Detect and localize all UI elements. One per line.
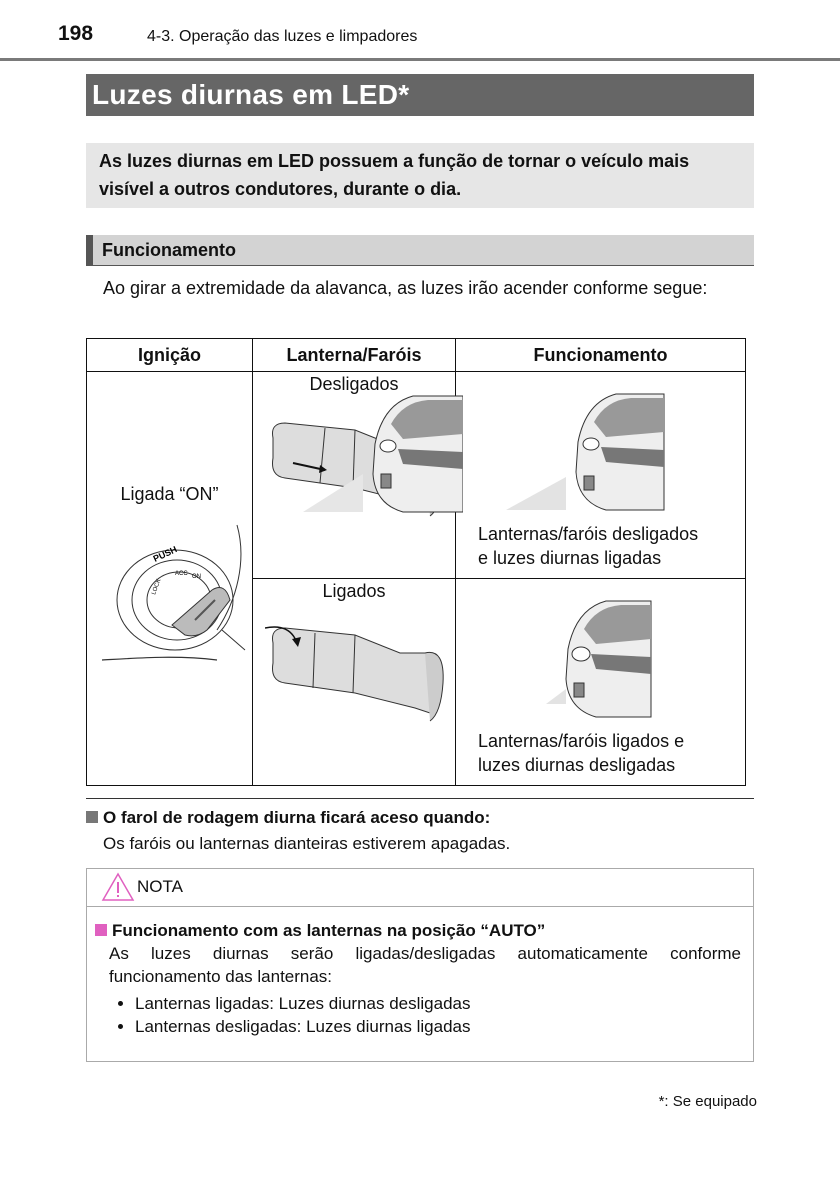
lights-off-label: Desligados: [309, 374, 399, 394]
ignition-switch-illustration: [97, 520, 247, 670]
ignition-state: Ligada “ON”: [120, 484, 219, 504]
square-bullet-icon: [95, 924, 107, 936]
nota-bullets: [95, 992, 741, 1038]
header-ignition: Ignição: [87, 339, 253, 372]
desc-line: e luzes diurnas ligadas: [478, 548, 662, 568]
operation-on: [456, 579, 745, 785]
note-heading-text: O farol de rodagem diurna ficará aceso quando:: [103, 808, 491, 827]
header-rule: [0, 58, 840, 61]
nota-text: As luzes diurnas serão ligadas/desligadas automaticamente conforme funcionamento das lanternas:: [109, 944, 741, 986]
lock-label: LOCK: [151, 578, 163, 596]
lights-off-cell: [253, 372, 456, 579]
table-header-row: [87, 339, 746, 372]
subheading: Funcionamento: [86, 235, 754, 266]
page-title: Luzes diurnas em LED*: [86, 74, 754, 116]
header-lights: Lanterna/Faróis: [253, 339, 456, 372]
footnote: *: Se equipado: [658, 1093, 757, 1110]
warning-icon: [101, 872, 135, 902]
list-item: • Lanternas ligadas: Luzes diurnas desligadas: [135, 992, 741, 1015]
nota-heading-text: Funcionamento com as lanternas na posição “AUTO”: [112, 921, 546, 940]
push-label: PUSH: [151, 544, 179, 564]
car-drl-off-illustration: [496, 599, 656, 719]
ignition-cell: [87, 372, 253, 786]
desc-line: Lanternas/faróis ligados e: [478, 731, 685, 751]
header-operation: Funcionamento: [456, 339, 746, 372]
page-number: 198: [58, 22, 94, 45]
note-body: Os faróis ou lanternas dianteiras estiverem apagadas.: [103, 834, 511, 853]
nota-heading: [95, 919, 741, 942]
lever-on-illustration: [265, 613, 450, 753]
on-label: ON: [192, 574, 201, 580]
list-item: • Lanternas desligadas: Luzes diurnas ligadas: [135, 1015, 741, 1038]
section-title: 4-3. Operação das luzes e limpadores: [147, 28, 418, 45]
acc-label: ACC: [175, 571, 188, 577]
desc-line: luzes diurnas desligadas: [478, 755, 676, 775]
nota-header: [87, 869, 753, 907]
nota-label: NOTA: [137, 877, 183, 896]
note-heading: [86, 808, 490, 828]
operation-off: [456, 372, 745, 578]
paragraph: Ao girar a extremidade da alavanca, as luzes irão acender conforme segue:: [103, 278, 708, 298]
divider: [86, 798, 754, 799]
lights-on-label: Ligados: [322, 581, 386, 601]
square-bullet-icon: [86, 811, 98, 823]
nota-box: [86, 868, 754, 1062]
intro-box: As luzes diurnas em LED possuem a função de tornar o veículo mais visível a outros condutores, durante o dia.: [86, 143, 754, 208]
car-drl-on-illustration: [506, 392, 666, 512]
car-drl-on-illustration: [303, 394, 463, 514]
lights-on-cell: [253, 579, 456, 786]
desc-line: Lanternas/faróis desligados: [478, 524, 699, 544]
nota-body: [87, 907, 753, 1038]
